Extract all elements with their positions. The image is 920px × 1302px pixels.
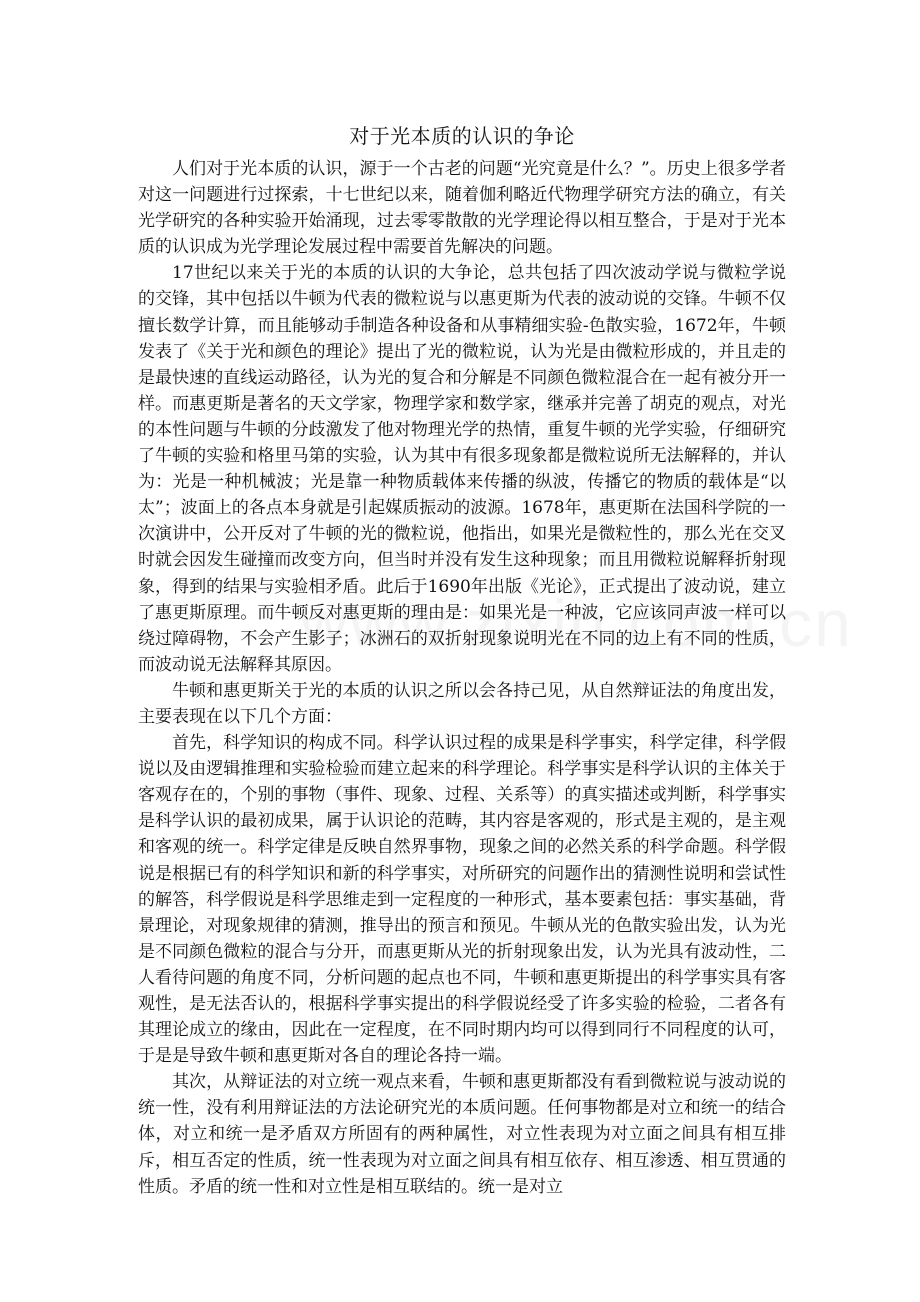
paragraph-first-reason: 首先，科学知识的构成不同。科学认识过程的成果是科学事实，科学定律，科学假说以及由逻辑推理和实验检验而建立起来的科学理论。科学事实是科学认识的主体关于客观存在的，个别的事物（事件、现象、过程、关系等）的真实描述或判断，科学事实是科学认识的最初成果，属于认识论的范畴，其内容是客观的，形式是主观的，是主观和客观的统一。科学定律是反映自然界事物，现象之间的必然关系的科学命题。科学假说是根据已有的科学知识和新的科学事实，对所研究的问题作出的猜测性说明和尝试性的解答，科学假说是科学思维走到一定程度的一种形式，基本要素包括：事实基础，背景理论，对现象规律的猜测，推导出的预言和预见。牛顿从光的色散实验出发，认为光是不同颜色微粒的混合与分开，而惠更斯从光的折射现象出发，认为光具有波动性，二人看待问题的角度不同，分析问题的起点也不同，牛顿和惠更斯提出的科学事实具有客观性，是无法否认的，根据科学事实提出的科学假说经受了许多实验的检验，二者各有其理论成立的缘由，因此在一定程度，在不同时期内均可以得到同行不同程度的认可，于是是导致牛顿和惠更斯对各自的理论各持一端。 bbox=[138, 733, 786, 1067]
paragraph-second-reason: 其次，从辩证法的对立统一观点来看，牛顿和惠更斯都没有看到微粒说与波动说的统一性，没有利用辩证法的方法论研究光的本质问题。任何事物都是对立和统一的结合体，对立和统一是矛盾双方所固有的两种属性，对立性表现为对立面之间具有相互排斥，相互否定的性质，统一性表现为对立面之间具有相互依存、相互渗透、相互贯通的性质。矛盾的统一性和对立性是相互联结的。统一是对立 bbox=[138, 1072, 786, 1197]
paragraph-intro: 人们对于光本质的认识，源于一个古老的问题“光究竟是什么？”。历史上很多学者对这一问题进行过探索，十七世纪以来，随着伽利略近代物理学研究方法的确立，有关光学研究的各种实验开始涌现，过去零零散散的光学理论得以相互整合，于是对于光本质的认识成为光学理论发展过程中需要首先解决的问题。 bbox=[138, 159, 786, 258]
document-page bbox=[138, 120, 786, 1200]
paragraph-reasons-intro: 牛顿和惠更斯关于光的本质的认识之所以会各持己见，从自然辩证法的角度出发，主要表现在以下几个方面： bbox=[138, 680, 786, 727]
paragraph-debate-history: 17世纪以来关于光的本质的认识的大争论，总共包括了四次波动学说与微粒学说的交锋，其中包括以牛顿为代表的微粒说与以惠更斯为代表的波动说的交锋。牛顿不仅擅长数学计算，而且能够动手制造各种设备和从事精细实验-色散实验，1672年，牛顿发表了《关于光和颜色的理论》提出了光的微粒说，认为光是由微粒形成的，并且走的是最快速的直线运动路径，认为光的复合和分解是不同颜色微粒混合在一起有被分开一样。而惠更斯是著名的天文学家，物理学家和数学家，继承并完善了胡克的观点，对光的本性问题与牛顿的分歧激发了他对物理光学的热情，重复牛顿的光学实验，仔细研究了牛顿的实验和格里马第的实验，认为其中有很多现象都是微粒说所无法解释的，并认为：光是一种机械波；光是靠一种物质载体来传播的纵波，传播它的物质的载体是“以太”；波面上的各点本身就是引起媒质振动的波源。1678年，惠更斯在法国科学院的一次演讲中，公开反对了牛顿的光的微粒说，他指出，如果光是微粒性的，那么光在交叉时就会因发生碰撞而改变方向，但当时并没有发生这种现象；而且用微粒说解释折射现象，得到的结果与实验相矛盾。此后于1690年出版《光论》，正式提出了波动说，建立了惠更斯原理。而牛顿反对惠更斯的理由是：如果光是一种波，它应该同声波一样可以绕过障碍物，不会产生影子；冰洲石的双折射现象说明光在不同的边上有不同的性质，而波动说无法解释其原因。 bbox=[138, 263, 786, 675]
document-title: 对于光本质的认识的争论 bbox=[349, 124, 575, 148]
